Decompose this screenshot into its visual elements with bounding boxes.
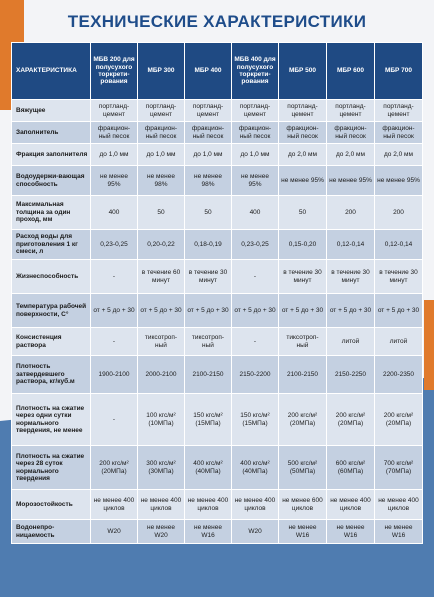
table-cell: в течение 60 минут: [138, 260, 185, 294]
table-cell: не менее 95%: [327, 166, 375, 196]
row-label: Водонепро-ницаемость: [12, 520, 91, 544]
table-cell: 2100-2150: [279, 356, 327, 394]
table-cell: 150 кгс/м² (15МПа): [232, 394, 279, 446]
table-cell: от + 5 до + 30: [91, 294, 138, 328]
row-label: Максимальная толщина за один проход, мм: [12, 196, 91, 230]
table-cell: 50: [138, 196, 185, 230]
table-cell: фракцион-ный песок: [185, 122, 232, 144]
table-cell: 2100-2150: [185, 356, 232, 394]
table-cell: 0,12-0,14: [327, 230, 375, 260]
table-cell: до 1,0 мм: [91, 144, 138, 166]
table-cell: не менее W16: [279, 520, 327, 544]
table-row: [12, 394, 423, 446]
background-orange-strip-right: [424, 300, 434, 390]
table-cell: не менее 95%: [279, 166, 327, 196]
table-cell: от + 5 до + 30: [232, 294, 279, 328]
table-cell: портланд-цемент: [375, 100, 423, 122]
table-cell: 500 кгс/м² (50МПа): [279, 446, 327, 490]
table-cell: -: [232, 328, 279, 356]
column-header-product: МБР 300: [138, 43, 185, 100]
row-label: Плотность на сжатие через 28 суток нормального твердения: [12, 446, 91, 490]
row-label: Вяжущее: [12, 100, 91, 122]
table-cell: не менее 400 циклов: [232, 490, 279, 520]
table-cell: 200: [375, 196, 423, 230]
table-cell: в течение 30 минут: [327, 260, 375, 294]
table-cell: фракцион-ный песок: [91, 122, 138, 144]
row-label: Расход воды для приготовления 1 кг смеси, л: [12, 230, 91, 260]
table-cell: в течение 30 минут: [185, 260, 232, 294]
table-cell: портланд-цемент: [279, 100, 327, 122]
table-cell: 400 кгс/м² (40МПа): [185, 446, 232, 490]
table-cell: 2000-2100: [138, 356, 185, 394]
table-cell: до 2,0 мм: [279, 144, 327, 166]
table-cell: W20: [91, 520, 138, 544]
table-cell: портланд-цемент: [138, 100, 185, 122]
column-header-product: МБВ 400 для полусухого торкрети-рования: [232, 43, 279, 100]
table-cell: не менее 400 циклов: [138, 490, 185, 520]
table-cell: не менее 95%: [375, 166, 423, 196]
specs-table: [11, 42, 423, 544]
row-label: Жизнеспособность: [12, 260, 91, 294]
table-cell: 200 кгс/м² (20МПа): [91, 446, 138, 490]
table-cell: не менее W16: [327, 520, 375, 544]
table-cell: портланд-цемент: [91, 100, 138, 122]
table-row: [12, 490, 423, 520]
table-row: [12, 100, 423, 122]
row-label: Консистенция раствора: [12, 328, 91, 356]
table-cell: 1900-2100: [91, 356, 138, 394]
table-cell: 0,15-0,20: [279, 230, 327, 260]
table-row: [12, 446, 423, 490]
table-cell: фракцион-ный песок: [375, 122, 423, 144]
table-cell: 50: [279, 196, 327, 230]
table-cell: до 2,0 мм: [327, 144, 375, 166]
table-cell: не менее W16: [375, 520, 423, 544]
table-cell: не менее 400 циклов: [91, 490, 138, 520]
table-cell: -: [91, 394, 138, 446]
table-row: [12, 260, 423, 294]
table-cell: тиксотроп-ный: [138, 328, 185, 356]
table-cell: не менее 600 циклов: [279, 490, 327, 520]
row-label: Фракция заполнителя: [12, 144, 91, 166]
table-cell: 400 кгс/м² (40МПа): [232, 446, 279, 490]
table-cell: 2150-2200: [232, 356, 279, 394]
table-cell: не менее 95%: [91, 166, 138, 196]
table-cell: 0,23-0,25: [91, 230, 138, 260]
table-cell: от + 5 до + 30: [375, 294, 423, 328]
table-cell: в течение 30 минут: [279, 260, 327, 294]
table-cell: 300 кгс/м² (30МПа): [138, 446, 185, 490]
table-cell: 0,20-0,22: [138, 230, 185, 260]
column-header-product: МБР 700: [375, 43, 423, 100]
table-cell: 200: [327, 196, 375, 230]
row-label: Заполнитель: [12, 122, 91, 144]
table-cell: не менее 400 циклов: [327, 490, 375, 520]
table-cell: от + 5 до + 30: [327, 294, 375, 328]
table-cell: 200 кгс/м² (20МПа): [279, 394, 327, 446]
table-cell: не менее 98%: [138, 166, 185, 196]
table-row: [12, 166, 423, 196]
row-label: Водоудержи-вающая способность: [12, 166, 91, 196]
table-cell: не менее 95%: [232, 166, 279, 196]
table-cell: литой: [327, 328, 375, 356]
table-cell: 400: [232, 196, 279, 230]
table-cell: 400: [91, 196, 138, 230]
table-cell: 0,18-0,19: [185, 230, 232, 260]
row-label: Плотность на сжатие через одни сутки нормального твердения, не менее: [12, 394, 91, 446]
table-cell: W20: [232, 520, 279, 544]
table-cell: не менее W20: [138, 520, 185, 544]
table-cell: 50: [185, 196, 232, 230]
table-cell: 0,23-0,25: [232, 230, 279, 260]
table-row: [12, 144, 423, 166]
table-cell: до 2,0 мм: [375, 144, 423, 166]
table-cell: не менее 400 циклов: [185, 490, 232, 520]
table-cell: в течение 30 минут: [375, 260, 423, 294]
table-cell: фракцион-ный песок: [138, 122, 185, 144]
table-cell: до 1,0 мм: [232, 144, 279, 166]
table-cell: фракцион-ный песок: [327, 122, 375, 144]
column-header-characteristic: ХАРАКТЕРИСТИКА: [12, 43, 91, 100]
table-cell: фракцион-ный песок: [232, 122, 279, 144]
table-cell: от + 5 до + 30: [138, 294, 185, 328]
table-body: [12, 100, 423, 544]
table-cell: 100 кгс/м² (10МПа): [138, 394, 185, 446]
table-cell: не менее 400 циклов: [375, 490, 423, 520]
table-cell: не менее W16: [185, 520, 232, 544]
table-cell: портланд-цемент: [327, 100, 375, 122]
column-header-product: МБР 600: [327, 43, 375, 100]
table-cell: до 1,0 мм: [185, 144, 232, 166]
table-row: [12, 520, 423, 544]
row-label: Температура рабочей поверхности, С°: [12, 294, 91, 328]
table-cell: от + 5 до + 30: [185, 294, 232, 328]
table-cell: портланд-цемент: [185, 100, 232, 122]
table-cell: -: [232, 260, 279, 294]
table-cell: 200 кгс/м² (20МПа): [327, 394, 375, 446]
table-cell: тиксотроп-ный: [279, 328, 327, 356]
table-cell: 200 кгс/м² (20МПа): [375, 394, 423, 446]
column-header-product: МБР 400: [185, 43, 232, 100]
table-cell: 2150-2250: [327, 356, 375, 394]
table-cell: от + 5 до + 30: [279, 294, 327, 328]
table-cell: 600 кгс/м² (60МПа): [327, 446, 375, 490]
table-cell: -: [91, 260, 138, 294]
table-row: [12, 230, 423, 260]
table-cell: -: [91, 328, 138, 356]
table-row: [12, 122, 423, 144]
column-header-product: МБВ 200 для полусухого торкрети-рования: [91, 43, 138, 100]
table-row: [12, 294, 423, 328]
column-header-product: МБР 500: [279, 43, 327, 100]
table-cell: до 1,0 мм: [138, 144, 185, 166]
page-title: ТЕХНИЧЕСКИЕ ХАРАКТЕРИСТИКИ: [67, 12, 367, 31]
table-cell: тиксотроп-ный: [185, 328, 232, 356]
table-cell: 0,12-0,14: [375, 230, 423, 260]
table-row: [12, 328, 423, 356]
row-label: Морозостойкость: [12, 490, 91, 520]
row-label: Плотность затвердевшего раствора, кг/куб.м: [12, 356, 91, 394]
table-cell: 150 кгс/м² (15МПа): [185, 394, 232, 446]
table-cell: 2200-2350: [375, 356, 423, 394]
table-cell: фракцион-ный песок: [279, 122, 327, 144]
table-cell: литой: [375, 328, 423, 356]
table-header-row: [12, 43, 423, 100]
table-cell: портланд-цемент: [232, 100, 279, 122]
table-cell: не менее 98%: [185, 166, 232, 196]
table-row: [12, 196, 423, 230]
table-row: [12, 356, 423, 394]
table-cell: 700 кгс/м² (70МПа): [375, 446, 423, 490]
